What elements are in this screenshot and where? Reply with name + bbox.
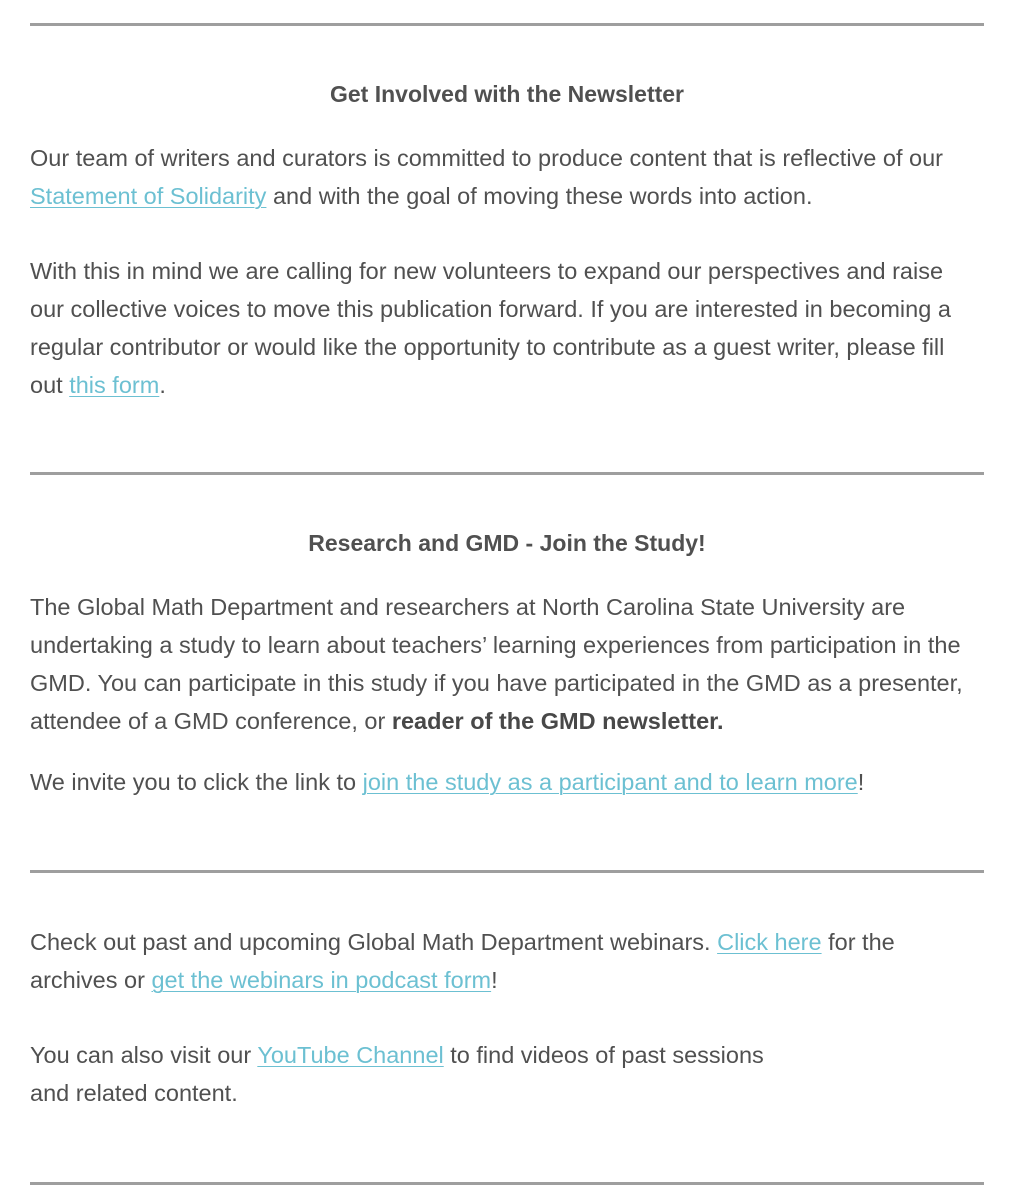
newsletter-reader-emphasis: reader of the GMD newsletter.	[391, 708, 724, 734]
youtube-paragraph: You can also visit our YouTube Channel to find videos of past sessions and related content.	[30, 1042, 764, 1106]
divider-3	[30, 870, 984, 873]
youtube-channel-link[interactable]: YouTube Channel	[257, 1042, 444, 1068]
podcast-link[interactable]: get the webinars in podcast form	[151, 967, 492, 993]
newsletter-intro-paragraph: Our team of writers and curators is committed to produce content that is reflective of our Statement of Solidarity and with the goal of moving these words into action.	[30, 145, 943, 209]
join-study-link[interactable]: join the study as a participant and to learn more	[362, 769, 858, 795]
volunteers-paragraph: With this in mind we are calling for new volunteers to expand our perspectives and raise our collective voices to move this publication forward. If you are interested in becoming a regular contributor or would like the opportunity to contribute as a guest writer, please fill out this form.	[30, 258, 951, 398]
section-heading-research: Research and GMD - Join the Study!	[308, 530, 706, 556]
click-here-archives-link[interactable]: Click here	[717, 929, 822, 955]
divider-2	[30, 472, 984, 475]
webinars-paragraph: Check out past and upcoming Global Math Department webinars. Click here for the archives or get the webinars in podcast form!	[30, 929, 895, 993]
section-heading-newsletter: Get Involved with the Newsletter	[329, 81, 685, 107]
this-form-link[interactable]: this form	[69, 372, 160, 398]
statement-of-solidarity-link[interactable]: Statement of Solidarity	[30, 183, 267, 209]
study-invite-paragraph: We invite you to click the link to join the study as a participant and to learn more!	[30, 769, 865, 795]
divider-bottom	[30, 1182, 984, 1185]
study-description-paragraph: The Global Math Department and researchers at North Carolina State University are undertaking a study to learn about teachers’ learning experiences from participation in the GMD. You can participate in this study if you have participated in the GMD as a presenter, attendee of a GMD conference, or reader of the GMD newsletter.	[30, 594, 963, 734]
divider-top	[30, 23, 984, 26]
